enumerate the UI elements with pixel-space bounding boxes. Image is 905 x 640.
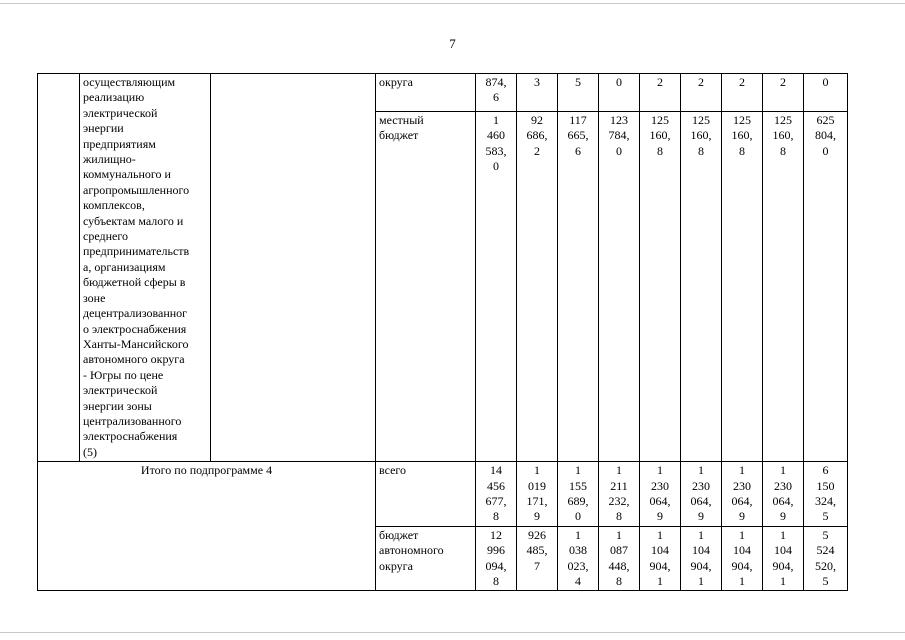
value-cell: 92 686, 2 [517,111,558,461]
budget-table [37,73,848,591]
funding-source-cell: всего [376,462,476,527]
value-cell: 1 104 904, 1 [640,526,681,591]
value-cell: 2 [722,74,763,112]
scan-edge-top [0,3,905,4]
value-cell: 3 [517,74,558,112]
value-cell: 1 460 583, 0 [476,111,517,461]
value-cell: 5 [558,74,599,112]
scan-edge-bottom [0,632,905,633]
value-cell: 1 019 171, 9 [517,462,558,527]
activity-cell [80,74,211,462]
value-cell: 117 665, 6 [558,111,599,461]
value-cell: 125 160, 8 [722,111,763,461]
value-cell: 1 230 064, 9 [722,462,763,527]
value-cell: 1 087 448, 8 [599,526,640,591]
value-cell: 12 996 094, 8 [476,526,517,591]
value-cell: 1 230 064, 9 [640,462,681,527]
executor-cell [211,74,376,462]
table-row [38,462,848,527]
value-cell: 6 150 324, 5 [804,462,848,527]
value-cell: 1 211 232, 8 [599,462,640,527]
value-cell: 1 104 904, 1 [722,526,763,591]
funding-source-cell: округа [376,74,476,112]
value-cell: 926 485, 7 [517,526,558,591]
funding-source-cell: местный бюджет [376,111,476,461]
value-cell: 0 [599,74,640,112]
page-number: 7 [449,36,456,51]
total-label: Итого по подпрограмме 4 [38,462,376,591]
value-cell: 125 160, 8 [681,111,722,461]
table-row [38,74,848,112]
value-cell: 1 230 064, 9 [763,462,804,527]
value-cell: 625 804, 0 [804,111,848,461]
value-cell: 5 524 520, 5 [804,526,848,591]
value-cell: 123 784, 0 [599,111,640,461]
value-cell: 1 155 689, 0 [558,462,599,527]
value-cell: 1 038 023, 4 [558,526,599,591]
value-cell: 2 [640,74,681,112]
value-cell: 0 [804,74,848,112]
value-cell: 1 104 904, 1 [763,526,804,591]
value-cell: 2 [681,74,722,112]
funding-source-cell: бюджет автономного округа [376,526,476,591]
activity-text: осуществляющим реализацию электрической энергии предприятиям жилищно- коммунального и агропромышленного комплексов, субъектам малого и среднего предпринимательств а, организациям бюджетной сферы в зоне децентрализованног о электроснабжения Ханты-Мансийского автономного округа - Югры по цене электрической энергии зоны централизованного электроснабжения (5) [83,75,190,459]
value-cell: 874, 6 [476,74,517,112]
value-cell: 125 160, 8 [763,111,804,461]
row-number-cell [38,74,80,462]
value-cell: 2 [763,74,804,112]
value-cell: 14 456 677, 8 [476,462,517,527]
value-cell: 1 104 904, 1 [681,526,722,591]
value-cell: 1 230 064, 9 [681,462,722,527]
value-cell: 125 160, 8 [640,111,681,461]
